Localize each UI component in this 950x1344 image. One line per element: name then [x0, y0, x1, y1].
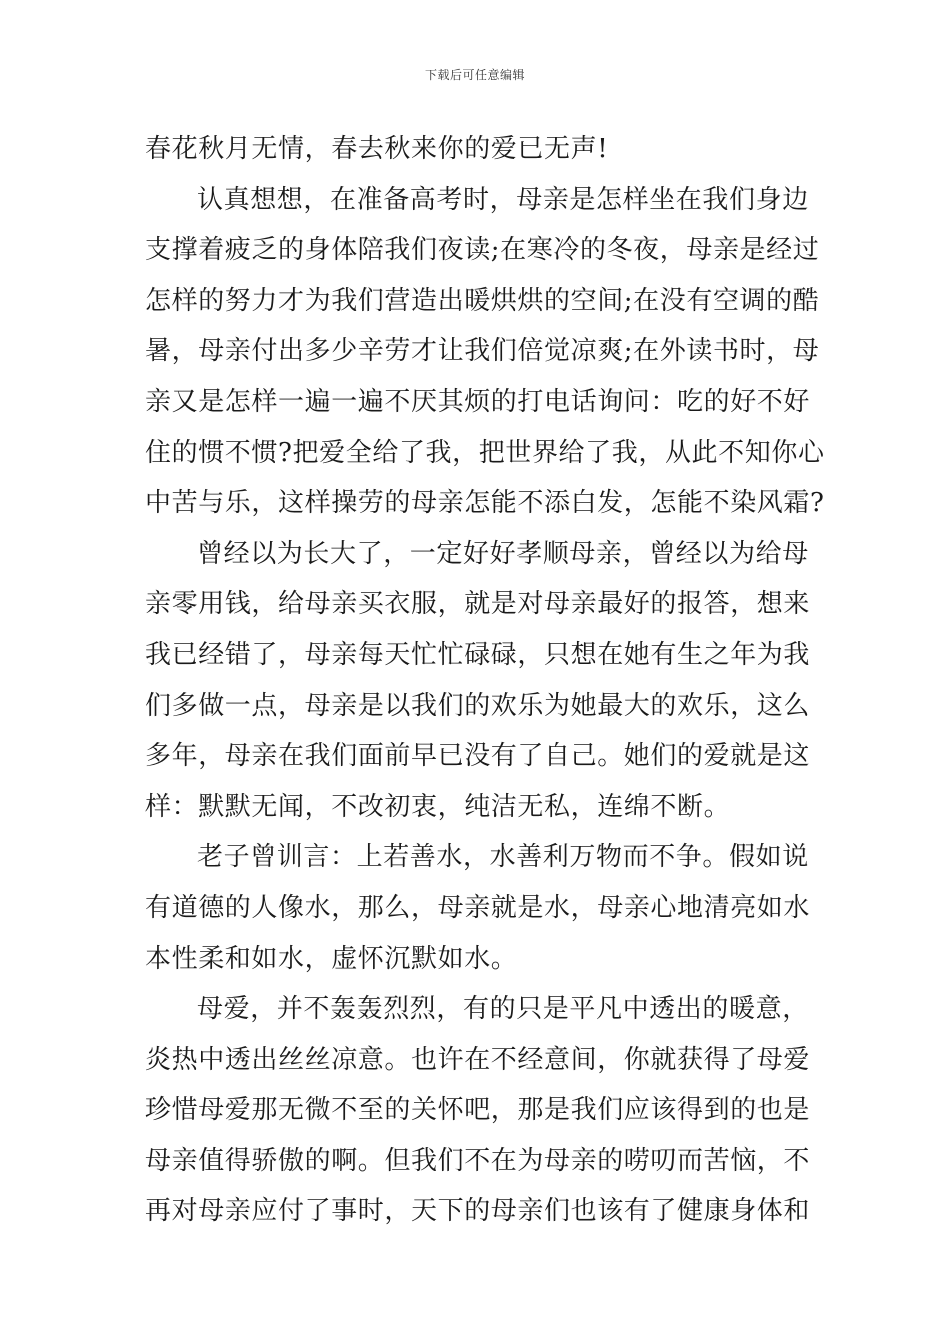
paragraph-first-line: 认真想想，在准备高考时，母亲是怎样坐在我们身边	[197, 184, 809, 215]
page-header: 下载后可任意编辑	[424, 68, 525, 82]
text-line: 炎热中透出丝丝凉意。也许在不经意间，你就获得了母爱	[145, 1044, 811, 1075]
text-line: 住的惯不惯?把爱全给了我，把世界给了我，从此不知你心	[145, 437, 825, 468]
text-line: 怎样的努力才为我们营造出暖烘烘的空间;在没有空调的酷	[145, 285, 820, 316]
text-line: 珍惜母爱那无微不至的关怀吧，那是我们应该得到的也是	[145, 1095, 811, 1126]
document-body	[145, 124, 825, 1237]
text-line: 支撑着疲乏的身体陪我们夜读;在寒冷的冬夜，母亲是经过	[145, 235, 820, 266]
text-line: 暑，母亲付出多少辛劳才让我们倍觉凉爽;在外读书时，母	[145, 336, 820, 367]
text-line: 有道德的人像水，那么，母亲就是水，母亲心地清亮如水	[145, 892, 811, 923]
text-line: 中苦与乐，这样操劳的母亲怎能不添白发，怎能不染风霜?	[145, 488, 825, 519]
paragraph-first-line: 老子曾训言：上若善水，水善利万物而不争。假如说	[197, 842, 809, 873]
text-line: 我已经错了，母亲每天忙忙碌碌，只想在她有生之年为我	[145, 639, 811, 670]
text-line: 春花秋月无情，春去秋来你的爱已无声!	[145, 134, 609, 164]
text-line: 本性柔和如水，虚怀沉默如水。	[145, 943, 518, 974]
text-line: 再对母亲应付了事时，天下的母亲们也该有了健康身体和	[145, 1196, 811, 1227]
text-line: 多年，母亲在我们面前早已没有了自己。她们的爱就是这	[145, 741, 811, 772]
text-line: 样：默默无闻，不改初衷，纯洁无私，连绵不断。	[145, 791, 731, 822]
paragraph-first-line: 曾经以为长大了，一定好好孝顺母亲，曾经以为给母	[197, 538, 809, 569]
paragraph-first-line: 母爱，并不轰轰烈烈，有的只是平凡中透出的暖意，	[197, 994, 809, 1025]
text-line: 母亲值得骄傲的啊。但我们不在为母亲的唠叨而苦恼，不	[145, 1145, 811, 1176]
text-line: 亲零用钱，给母亲买衣服，就是对母亲最好的报答，想来	[145, 589, 811, 620]
text-line: 们多做一点，母亲是以我们的欢乐为她最大的欢乐，这么	[145, 690, 811, 721]
text-line: 亲又是怎样一遍一遍不厌其烦的打电话询问：吃的好不好	[145, 386, 811, 417]
